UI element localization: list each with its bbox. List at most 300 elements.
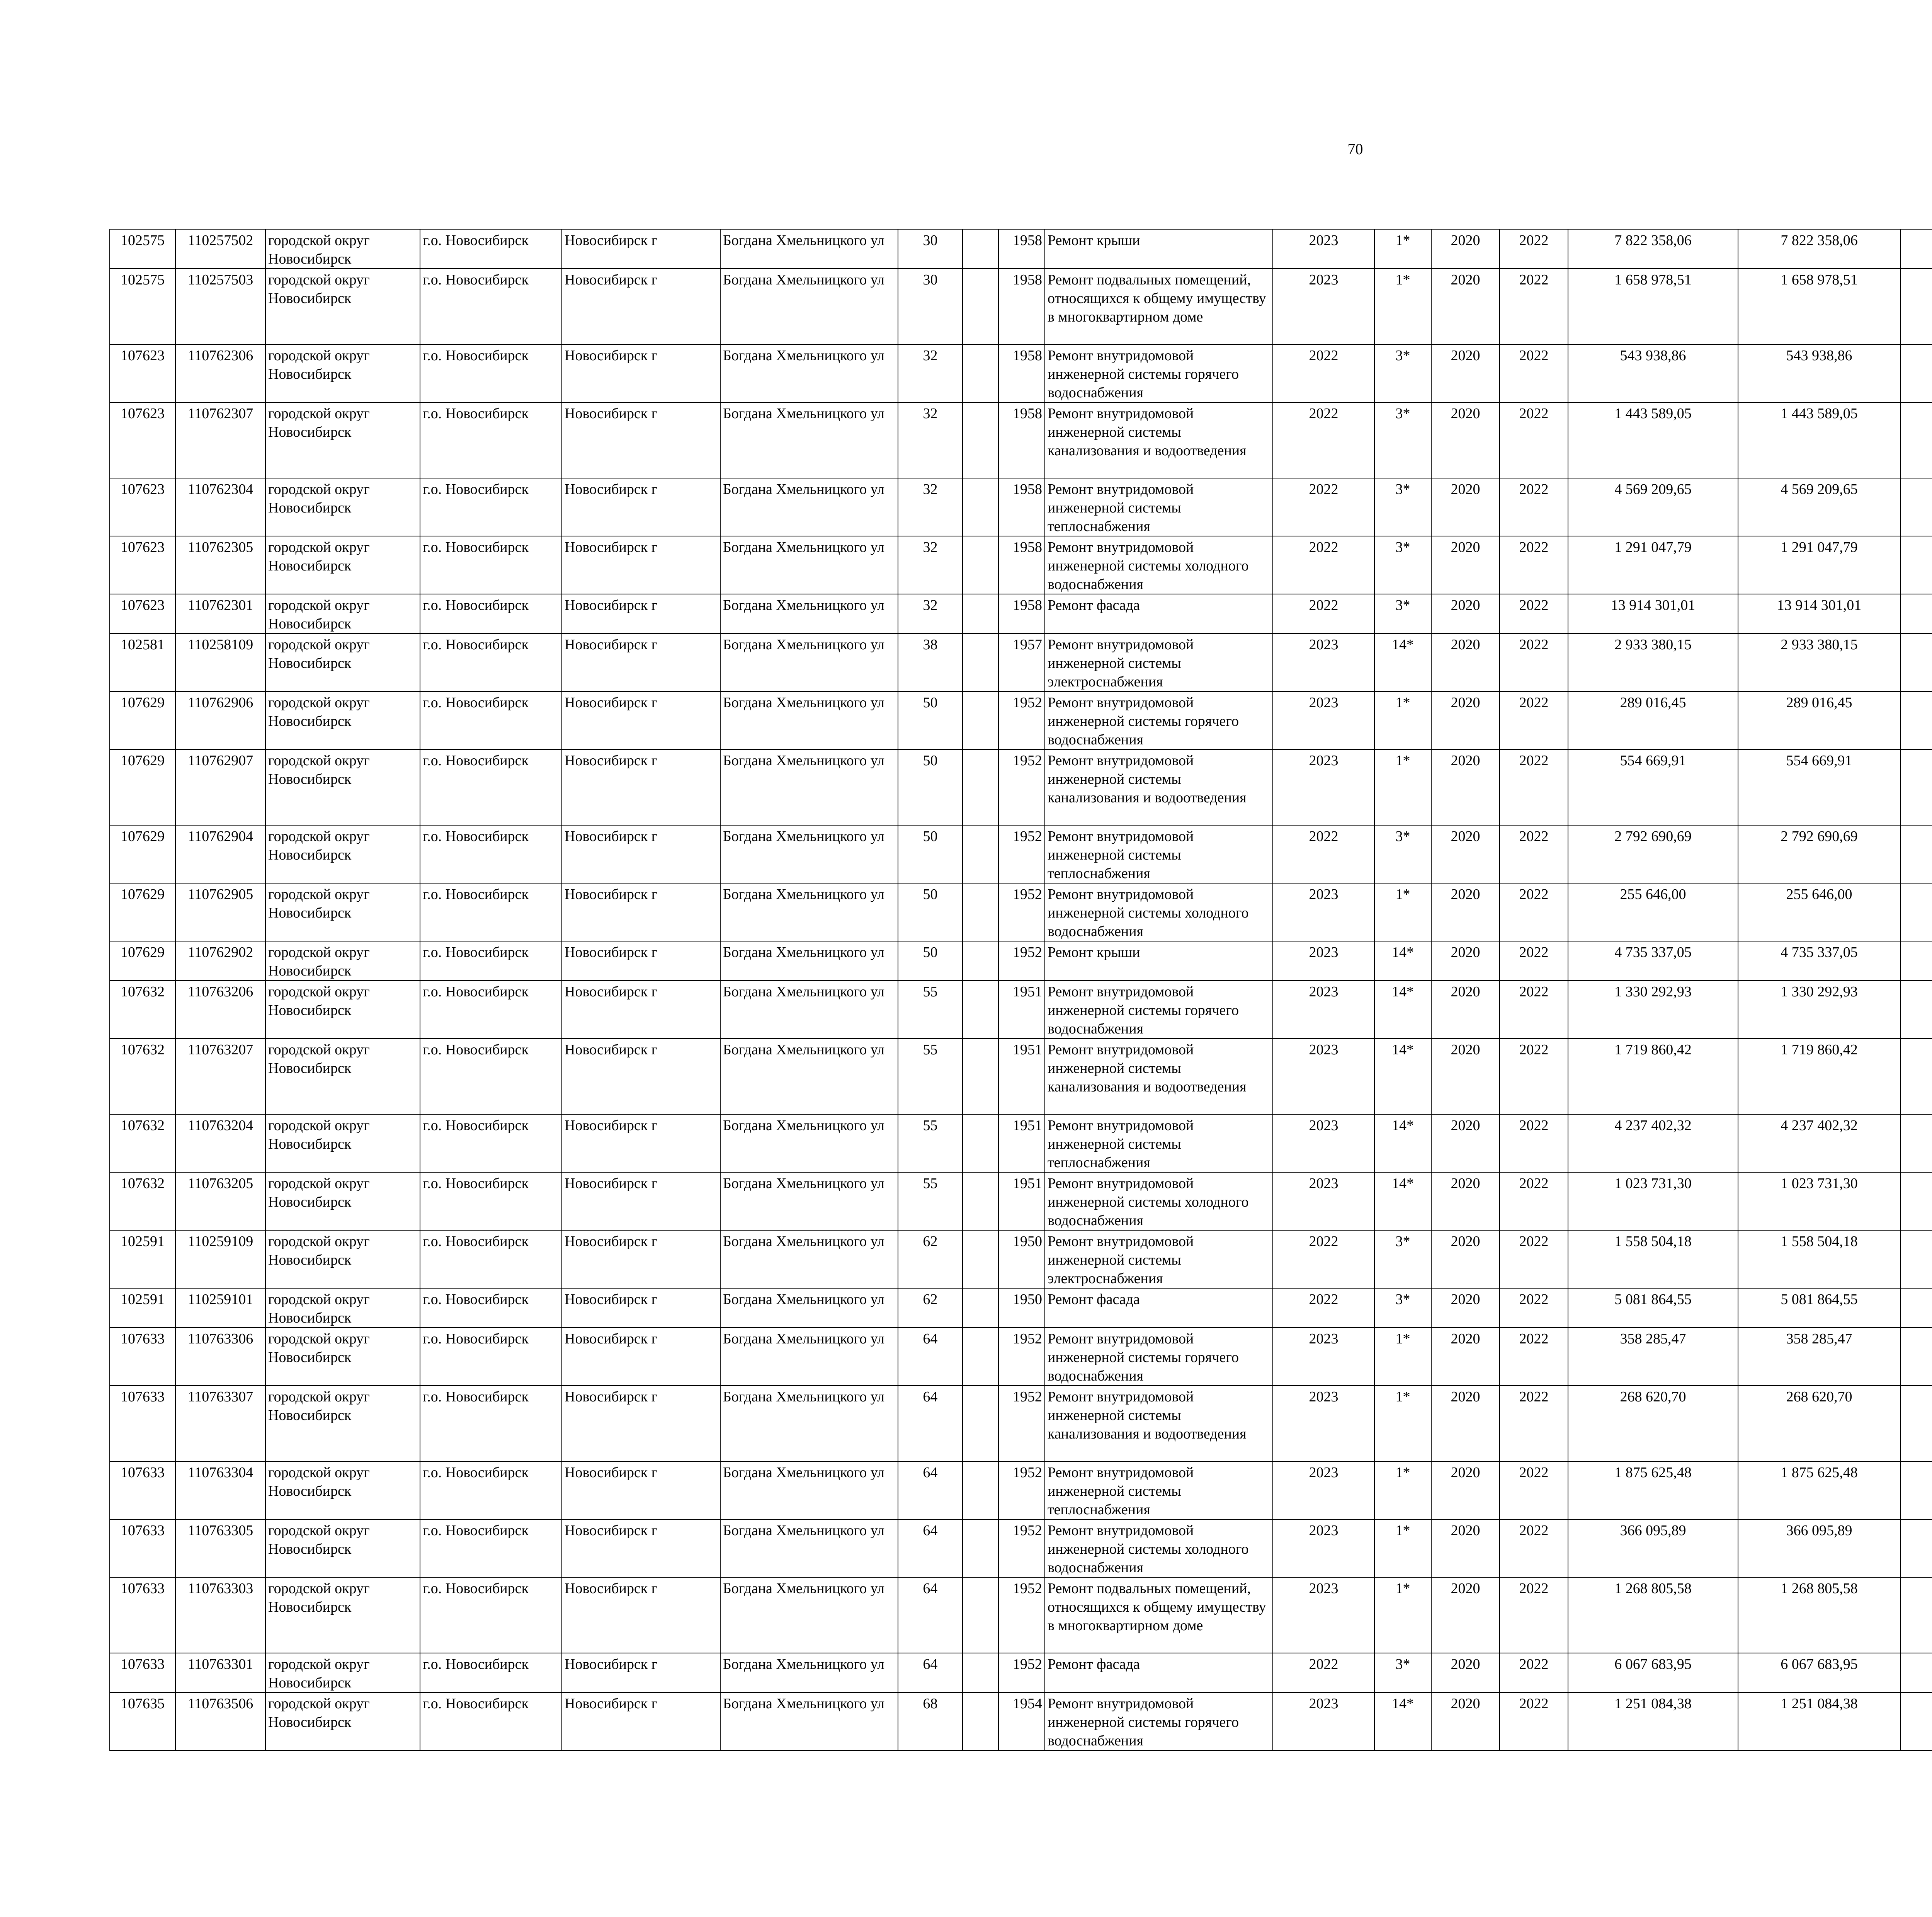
building-cell [963,1386,998,1461]
build-year-cell: 1958 [998,344,1045,402]
building-cell [963,269,998,344]
street-cell: Богдана Хмельницкого ул [720,1230,898,1288]
plan-year-cell: 2023 [1273,1039,1374,1114]
value-1-cell [1900,344,1932,402]
work-type-cell: Ремонт фасада [1045,1653,1273,1692]
mark-cell: 14* [1374,981,1431,1039]
total-cost-cell: 358 285,47 [1738,1328,1900,1386]
element-code-cell: 110762902 [175,941,265,981]
value-1-cell [1900,1039,1932,1114]
object-id-cell: 107623 [110,536,175,594]
street-cell: Богдана Хмельницкого ул [720,402,898,478]
cost-cell: 1 558 504,18 [1568,1230,1738,1288]
object-id-cell: 107633 [110,1577,175,1653]
house-number-cell: 62 [898,1288,963,1328]
period-to-cell: 2022 [1500,633,1568,691]
building-cell [963,1172,998,1230]
city-cell: Новосибирск г [562,1519,720,1577]
municipality-cell: городской округ Новосибирск [265,1461,420,1519]
value-1-cell [1900,1653,1932,1692]
municipality-cell: городской округ Новосибирск [265,825,420,883]
table-row [110,229,1932,269]
house-number-cell: 55 [898,1039,963,1114]
plan-year-cell: 2023 [1273,1114,1374,1172]
period-to-cell: 2022 [1500,1172,1568,1230]
mark-cell: 1* [1374,883,1431,941]
element-code-cell: 110762306 [175,344,265,402]
street-cell: Богдана Хмельницкого ул [720,1519,898,1577]
build-year-cell: 1958 [998,478,1045,536]
building-cell [963,536,998,594]
object-id-cell: 107623 [110,478,175,536]
house-number-cell: 32 [898,478,963,536]
object-id-cell: 102575 [110,269,175,344]
municipality-cell: городской округ Новосибирск [265,749,420,825]
repair-program-table [109,229,1932,1751]
build-year-cell: 1952 [998,1386,1045,1461]
house-number-cell: 30 [898,229,963,269]
house-number-cell: 50 [898,825,963,883]
build-year-cell: 1950 [998,1230,1045,1288]
plan-year-cell: 2022 [1273,1653,1374,1692]
mark-cell: 3* [1374,402,1431,478]
object-id-cell: 107629 [110,941,175,981]
municipality-cell: городской округ Новосибирск [265,1692,420,1750]
mark-cell: 14* [1374,1172,1431,1230]
build-year-cell: 1950 [998,1288,1045,1328]
period-from-cell: 2020 [1431,749,1500,825]
total-cost-cell: 366 095,89 [1738,1519,1900,1577]
city-cell: Новосибирск г [562,478,720,536]
mark-cell: 1* [1374,1461,1431,1519]
mark-cell: 14* [1374,1114,1431,1172]
object-id-cell: 102591 [110,1288,175,1328]
object-id-cell: 102581 [110,633,175,691]
plan-year-cell: 2023 [1273,1519,1374,1577]
building-cell [963,691,998,749]
period-to-cell: 2022 [1500,1577,1568,1653]
mark-cell: 3* [1374,344,1431,402]
district-cell: г.о. Новосибирск [420,1577,562,1653]
building-cell [963,883,998,941]
period-to-cell: 2022 [1500,269,1568,344]
building-cell [963,1230,998,1288]
period-from-cell: 2020 [1431,594,1500,633]
build-year-cell: 1957 [998,633,1045,691]
building-cell [963,633,998,691]
table-row [110,1230,1932,1288]
build-year-cell: 1952 [998,691,1045,749]
value-1-cell [1900,1461,1932,1519]
street-cell: Богдана Хмельницкого ул [720,1461,898,1519]
building-cell [963,981,998,1039]
period-to-cell: 2022 [1500,344,1568,402]
period-from-cell: 2020 [1431,536,1500,594]
cost-cell: 366 095,89 [1568,1519,1738,1577]
object-id-cell: 107633 [110,1461,175,1519]
value-1-cell [1900,981,1932,1039]
work-type-cell: Ремонт внутридомовой инженерной системы горячего водоснабжения [1045,1328,1273,1386]
cost-cell: 1 268 805,58 [1568,1577,1738,1653]
cost-cell: 4 735 337,05 [1568,941,1738,981]
period-from-cell: 2020 [1431,1114,1500,1172]
city-cell: Новосибирск г [562,402,720,478]
district-cell: г.о. Новосибирск [420,1519,562,1577]
building-cell [963,344,998,402]
municipality-cell: городской округ Новосибирск [265,883,420,941]
build-year-cell: 1951 [998,1039,1045,1114]
mark-cell: 1* [1374,749,1431,825]
period-to-cell: 2022 [1500,1039,1568,1114]
building-cell [963,478,998,536]
mark-cell: 1* [1374,691,1431,749]
value-1-cell [1900,1230,1932,1288]
period-to-cell: 2022 [1500,941,1568,981]
build-year-cell: 1952 [998,883,1045,941]
house-number-cell: 32 [898,344,963,402]
house-number-cell: 32 [898,402,963,478]
period-from-cell: 2020 [1431,1461,1500,1519]
value-1-cell [1900,229,1932,269]
mark-cell: 14* [1374,1692,1431,1750]
street-cell: Богдана Хмельницкого ул [720,1653,898,1692]
element-code-cell: 110762904 [175,825,265,883]
plan-year-cell: 2023 [1273,749,1374,825]
street-cell: Богдана Хмельницкого ул [720,825,898,883]
municipality-cell: городской округ Новосибирск [265,1114,420,1172]
building-cell [963,1288,998,1328]
municipality-cell: городской округ Новосибирск [265,269,420,344]
plan-year-cell: 2022 [1273,478,1374,536]
street-cell: Богдана Хмельницкого ул [720,1692,898,1750]
table-row [110,1114,1932,1172]
element-code-cell: 110763303 [175,1577,265,1653]
mark-cell: 14* [1374,633,1431,691]
cost-cell: 7 822 358,06 [1568,229,1738,269]
value-1-cell [1900,825,1932,883]
plan-year-cell: 2023 [1273,941,1374,981]
city-cell: Новосибирск г [562,1461,720,1519]
object-id-cell: 107633 [110,1653,175,1692]
work-type-cell: Ремонт фасада [1045,1288,1273,1328]
work-type-cell: Ремонт внутридомовой инженерной системы канализования и водоотведения [1045,749,1273,825]
building-cell [963,825,998,883]
district-cell: г.о. Новосибирск [420,344,562,402]
building-cell [963,941,998,981]
municipality-cell: городской округ Новосибирск [265,536,420,594]
table-row [110,691,1932,749]
element-code-cell: 110763205 [175,1172,265,1230]
street-cell: Богдана Хмельницкого ул [720,633,898,691]
district-cell: г.о. Новосибирск [420,1386,562,1461]
house-number-cell: 30 [898,269,963,344]
city-cell: Новосибирск г [562,941,720,981]
period-from-cell: 2020 [1431,883,1500,941]
total-cost-cell: 5 081 864,55 [1738,1288,1900,1328]
work-type-cell: Ремонт внутридомовой инженерной системы теплоснабжения [1045,478,1273,536]
mark-cell: 1* [1374,269,1431,344]
municipality-cell: городской округ Новосибирск [265,1519,420,1577]
district-cell: г.о. Новосибирск [420,1114,562,1172]
period-from-cell: 2020 [1431,825,1500,883]
city-cell: Новосибирск г [562,229,720,269]
municipality-cell: городской округ Новосибирск [265,1328,420,1386]
element-code-cell: 110763305 [175,1519,265,1577]
mark-cell: 3* [1374,1230,1431,1288]
table-row [110,633,1932,691]
total-cost-cell: 4 237 402,32 [1738,1114,1900,1172]
district-cell: г.о. Новосибирск [420,1230,562,1288]
work-type-cell: Ремонт крыши [1045,941,1273,981]
district-cell: г.о. Новосибирск [420,633,562,691]
house-number-cell: 32 [898,536,963,594]
total-cost-cell: 1 558 504,18 [1738,1230,1900,1288]
period-from-cell: 2020 [1431,941,1500,981]
cost-cell: 2 792 690,69 [1568,825,1738,883]
district-cell: г.о. Новосибирск [420,1461,562,1519]
object-id-cell: 107623 [110,594,175,633]
work-type-cell: Ремонт фасада [1045,594,1273,633]
period-to-cell: 2022 [1500,1461,1568,1519]
total-cost-cell: 2 792 690,69 [1738,825,1900,883]
period-from-cell: 2020 [1431,1230,1500,1288]
build-year-cell: 1958 [998,229,1045,269]
district-cell: г.о. Новосибирск [420,941,562,981]
street-cell: Богдана Хмельницкого ул [720,883,898,941]
element-code-cell: 110763207 [175,1039,265,1114]
period-from-cell: 2020 [1431,1519,1500,1577]
total-cost-cell: 4 569 209,65 [1738,478,1900,536]
municipality-cell: городской округ Новосибирск [265,1230,420,1288]
period-from-cell: 2020 [1431,691,1500,749]
table-row [110,402,1932,478]
plan-year-cell: 2023 [1273,229,1374,269]
cost-cell: 2 933 380,15 [1568,633,1738,691]
table-row [110,1653,1932,1692]
build-year-cell: 1952 [998,941,1045,981]
street-cell: Богдана Хмельницкого ул [720,1328,898,1386]
cost-cell: 1 719 860,42 [1568,1039,1738,1114]
table-row [110,1692,1932,1750]
element-code-cell: 110257503 [175,269,265,344]
table-row [110,1519,1932,1577]
period-to-cell: 2022 [1500,402,1568,478]
municipality-cell: городской округ Новосибирск [265,594,420,633]
period-from-cell: 2020 [1431,1692,1500,1750]
district-cell: г.о. Новосибирск [420,883,562,941]
total-cost-cell: 1 291 047,79 [1738,536,1900,594]
street-cell: Богдана Хмельницкого ул [720,269,898,344]
work-type-cell: Ремонт внутридомовой инженерной системы холодного водоснабжения [1045,883,1273,941]
cost-cell: 1 443 589,05 [1568,402,1738,478]
plan-year-cell: 2022 [1273,594,1374,633]
street-cell: Богдана Хмельницкого ул [720,536,898,594]
municipality-cell: городской округ Новосибирск [265,344,420,402]
cost-cell: 1 023 731,30 [1568,1172,1738,1230]
house-number-cell: 55 [898,1172,963,1230]
plan-year-cell: 2023 [1273,1172,1374,1230]
table-row [110,594,1932,633]
element-code-cell: 110762905 [175,883,265,941]
object-id-cell: 102591 [110,1230,175,1288]
district-cell: г.о. Новосибирск [420,825,562,883]
city-cell: Новосибирск г [562,1230,720,1288]
period-from-cell: 2020 [1431,981,1500,1039]
plan-year-cell: 2023 [1273,1577,1374,1653]
period-from-cell: 2020 [1431,633,1500,691]
work-type-cell: Ремонт внутридомовой инженерной системы канализования и водоотведения [1045,1386,1273,1461]
build-year-cell: 1951 [998,1114,1045,1172]
street-cell: Богдана Хмельницкого ул [720,1386,898,1461]
plan-year-cell: 2023 [1273,1328,1374,1386]
work-type-cell: Ремонт внутридомовой инженерной системы холодного водоснабжения [1045,536,1273,594]
table-row [110,749,1932,825]
total-cost-cell: 1 268 805,58 [1738,1577,1900,1653]
element-code-cell: 110257502 [175,229,265,269]
period-to-cell: 2022 [1500,1519,1568,1577]
plan-year-cell: 2022 [1273,1288,1374,1328]
build-year-cell: 1958 [998,594,1045,633]
house-number-cell: 64 [898,1519,963,1577]
work-type-cell: Ремонт внутридомовой инженерной системы электроснабжения [1045,1230,1273,1288]
work-type-cell: Ремонт подвальных помещений, относящихся к общему имуществу в многоквартирном доме [1045,1577,1273,1653]
total-cost-cell: 13 914 301,01 [1738,594,1900,633]
plan-year-cell: 2022 [1273,344,1374,402]
district-cell: г.о. Новосибирск [420,981,562,1039]
cost-cell: 554 669,91 [1568,749,1738,825]
object-id-cell: 107629 [110,691,175,749]
table-row [110,1288,1932,1328]
mark-cell: 3* [1374,478,1431,536]
table-row [110,1172,1932,1230]
cost-cell: 4 569 209,65 [1568,478,1738,536]
city-cell: Новосибирск г [562,1653,720,1692]
district-cell: г.о. Новосибирск [420,402,562,478]
period-to-cell: 2022 [1500,1230,1568,1288]
house-number-cell: 64 [898,1577,963,1653]
value-1-cell [1900,1386,1932,1461]
cost-cell: 6 067 683,95 [1568,1653,1738,1692]
work-type-cell: Ремонт внутридомовой инженерной системы канализования и водоотведения [1045,1039,1273,1114]
total-cost-cell: 6 067 683,95 [1738,1653,1900,1692]
municipality-cell: городской округ Новосибирск [265,941,420,981]
total-cost-cell: 554 669,91 [1738,749,1900,825]
cost-cell: 268 620,70 [1568,1386,1738,1461]
period-from-cell: 2020 [1431,229,1500,269]
work-type-cell: Ремонт крыши [1045,229,1273,269]
element-code-cell: 110259101 [175,1288,265,1328]
build-year-cell: 1952 [998,1577,1045,1653]
plan-year-cell: 2022 [1273,825,1374,883]
city-cell: Новосибирск г [562,691,720,749]
mark-cell: 3* [1374,594,1431,633]
object-id-cell: 107629 [110,883,175,941]
value-1-cell [1900,749,1932,825]
district-cell: г.о. Новосибирск [420,536,562,594]
house-number-cell: 38 [898,633,963,691]
mark-cell: 1* [1374,1386,1431,1461]
mark-cell: 3* [1374,1653,1431,1692]
city-cell: Новосибирск г [562,1386,720,1461]
period-from-cell: 2020 [1431,269,1500,344]
element-code-cell: 110762304 [175,478,265,536]
table-row [110,269,1932,344]
building-cell [963,1692,998,1750]
work-type-cell: Ремонт внутридомовой инженерной системы теплоснабжения [1045,1114,1273,1172]
street-cell: Богдана Хмельницкого ул [720,1039,898,1114]
element-code-cell: 110259109 [175,1230,265,1288]
build-year-cell: 1958 [998,536,1045,594]
house-number-cell: 50 [898,749,963,825]
plan-year-cell: 2023 [1273,691,1374,749]
street-cell: Богдана Хмельницкого ул [720,594,898,633]
street-cell: Богдана Хмельницкого ул [720,344,898,402]
municipality-cell: городской округ Новосибирск [265,402,420,478]
plan-year-cell: 2023 [1273,633,1374,691]
plan-year-cell: 2023 [1273,1692,1374,1750]
building-cell [963,1653,998,1692]
table-row [110,981,1932,1039]
street-cell: Богдана Хмельницкого ул [720,749,898,825]
building-cell [963,594,998,633]
element-code-cell: 110762907 [175,749,265,825]
period-from-cell: 2020 [1431,402,1500,478]
value-1-cell [1900,691,1932,749]
period-to-cell: 2022 [1500,691,1568,749]
table-row [110,1386,1932,1461]
total-cost-cell: 1 658 978,51 [1738,269,1900,344]
street-cell: Богдана Хмельницкого ул [720,478,898,536]
value-1-cell [1900,478,1932,536]
mark-cell: 1* [1374,1328,1431,1386]
build-year-cell: 1952 [998,1653,1045,1692]
house-number-cell: 50 [898,691,963,749]
period-to-cell: 2022 [1500,825,1568,883]
object-id-cell: 107632 [110,1039,175,1114]
mark-cell: 3* [1374,1288,1431,1328]
mark-cell: 3* [1374,825,1431,883]
city-cell: Новосибирск г [562,1114,720,1172]
plan-year-cell: 2023 [1273,883,1374,941]
building-cell [963,402,998,478]
municipality-cell: городской округ Новосибирск [265,981,420,1039]
object-id-cell: 107623 [110,344,175,402]
cost-cell: 1 658 978,51 [1568,269,1738,344]
total-cost-cell: 1 443 589,05 [1738,402,1900,478]
building-cell [963,1328,998,1386]
work-type-cell: Ремонт внутридомовой инженерной системы горячего водоснабжения [1045,344,1273,402]
plan-year-cell: 2022 [1273,1230,1374,1288]
work-type-cell: Ремонт внутридомовой инженерной системы электроснабжения [1045,633,1273,691]
cost-cell: 289 016,45 [1568,691,1738,749]
work-type-cell: Ремонт внутридомовой инженерной системы холодного водоснабжения [1045,1519,1273,1577]
city-cell: Новосибирск г [562,883,720,941]
municipality-cell: городской округ Новосибирск [265,1288,420,1328]
cost-cell: 1 251 084,38 [1568,1692,1738,1750]
table-row [110,883,1932,941]
object-id-cell: 107629 [110,825,175,883]
period-to-cell: 2022 [1500,883,1568,941]
mark-cell: 14* [1374,1039,1431,1114]
city-cell: Новосибирск г [562,981,720,1039]
city-cell: Новосибирск г [562,1692,720,1750]
object-id-cell: 107633 [110,1386,175,1461]
house-number-cell: 64 [898,1328,963,1386]
city-cell: Новосибирск г [562,269,720,344]
city-cell: Новосибирск г [562,1288,720,1328]
page-number: 70 [1347,140,1363,158]
street-cell: Богдана Хмельницкого ул [720,1288,898,1328]
